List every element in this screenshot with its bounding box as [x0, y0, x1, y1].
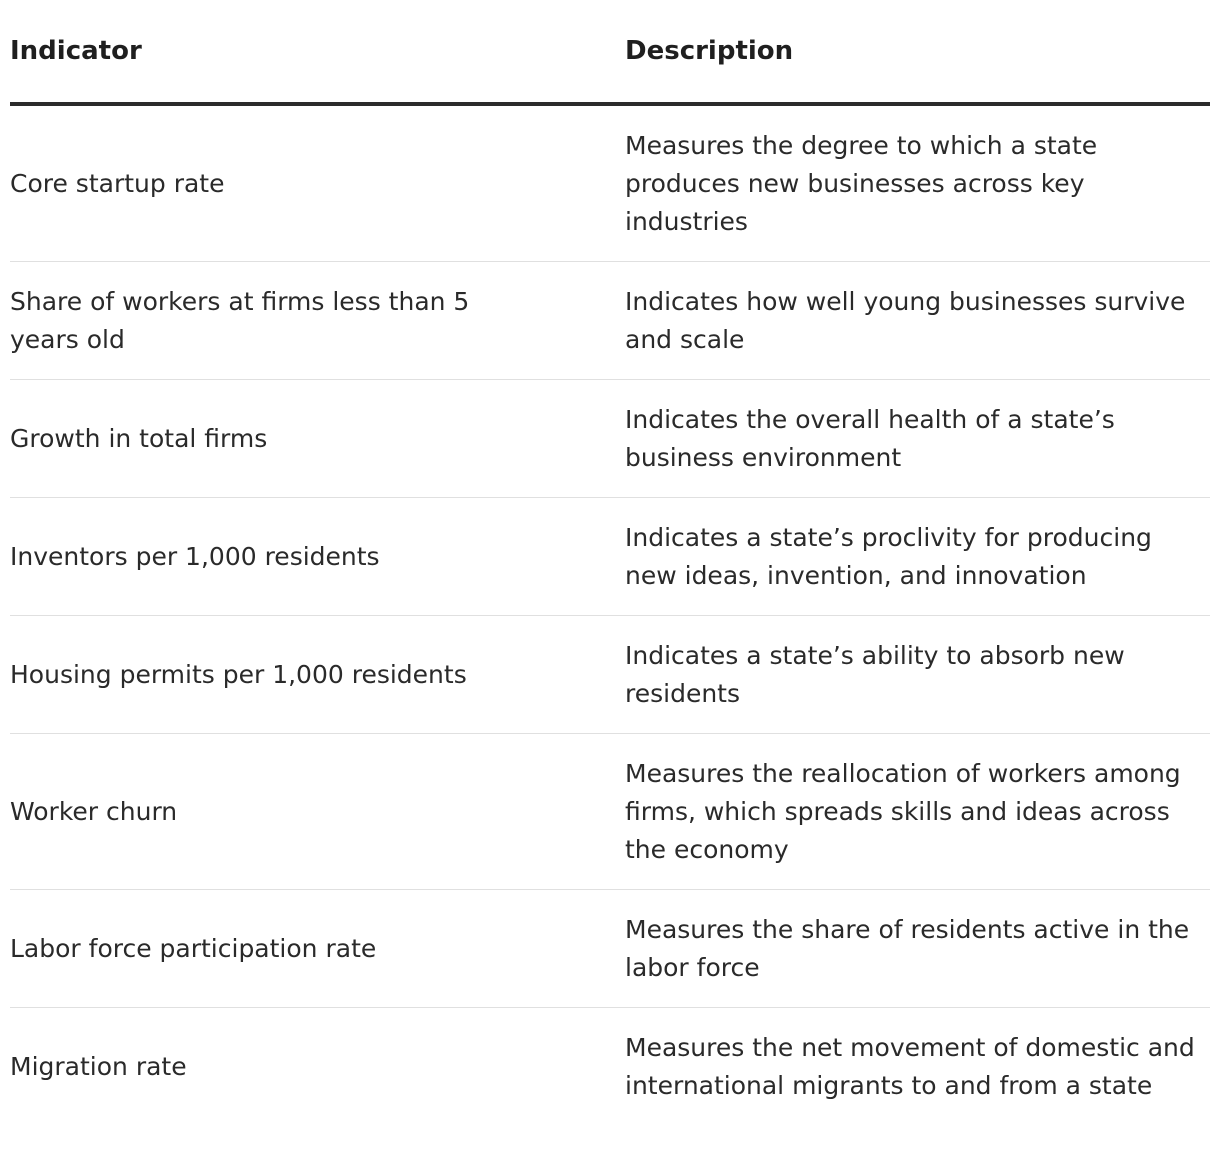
table-header-row	[10, 0, 1210, 104]
indicator-cell: Housing permits per 1,000 residents	[10, 616, 625, 734]
table-row	[10, 262, 1210, 380]
column-header-description: Description	[625, 0, 1210, 104]
table-row	[10, 1008, 1210, 1126]
indicator-cell: Core startup rate	[10, 104, 625, 262]
indicator-cell: Share of workers at firms less than 5 years old	[10, 262, 625, 380]
indicator-cell: Labor force participation rate	[10, 890, 625, 1008]
indicator-table-container	[10, 0, 1210, 1125]
description-cell: Indicates how well young businesses survive and scale	[625, 262, 1210, 380]
description-cell: Measures the degree to which a state produces new businesses across key industries	[625, 104, 1210, 262]
indicator-cell: Migration rate	[10, 1052, 187, 1081]
indicator-table	[10, 0, 1210, 1125]
indicator-cell: Inventors per 1,000 residents	[10, 498, 625, 616]
description-cell: Measures the reallocation of workers among firms, which spreads skills and ideas across the economy	[625, 734, 1210, 890]
table-row	[10, 498, 1210, 616]
indicator-cell: Growth in total firms	[10, 380, 625, 498]
table-row	[10, 890, 1210, 1008]
column-header-indicator: Indicator	[10, 0, 625, 104]
description-cell: Indicates a state’s ability to absorb new residents	[625, 616, 1210, 734]
indicator-cell: Worker churn	[10, 734, 625, 890]
description-cell: Indicates the overall health of a state’s business environment	[625, 380, 1210, 498]
description-cell: Measures the share of residents active in the labor force	[625, 890, 1210, 1008]
description-cell: Indicates a state’s proclivity for producing new ideas, invention, and innovation	[625, 498, 1210, 616]
table-row	[10, 104, 1210, 262]
table-row	[10, 616, 1210, 734]
table-row	[10, 734, 1210, 890]
description-cell: Measures the net movement of domestic and international migrants to and from a state	[625, 1033, 1195, 1100]
table-row	[10, 380, 1210, 498]
